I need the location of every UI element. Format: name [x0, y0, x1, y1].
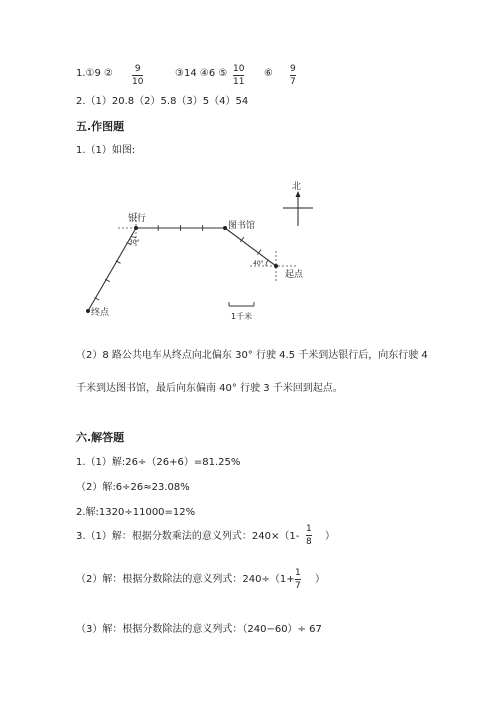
- fraction-denominator: 7: [295, 581, 301, 591]
- scale-label: 1千米: [231, 312, 253, 321]
- answer-line-1-mid: ③14 ④6 ⑤: [175, 68, 228, 79]
- section-6-line-4-close: ）: [325, 531, 335, 542]
- section-6-line-3: 2.解:1320÷11000=12%: [76, 507, 196, 518]
- section-5-q1-intro: 1.（1）如图:: [76, 145, 136, 156]
- fraction-1-8: [306, 524, 312, 547]
- section-5-description-line-2: 千米到达图书馆，最后向东偏南 40° 行驶 3 千米回到起点。: [76, 383, 343, 394]
- bank-label: 银行: [128, 214, 147, 224]
- angle-label-start: 40°: [253, 260, 264, 267]
- section-6-line-4: 3.（1）解：根据分数乘法的意义列式：240×（1-: [76, 531, 300, 542]
- section-6-line-5: （2）解：根据分数除法的意义列式：240÷（1+: [76, 574, 295, 585]
- section-5-description-line-1: （2）8 路公共电车从终点向北偏东 30° 行驶 4.5 千米到达银行后，向东行驶 4: [76, 350, 428, 361]
- fraction-numerator: 9: [290, 64, 296, 74]
- route-path: [88, 228, 276, 311]
- north-label: 北: [292, 182, 302, 192]
- angle-label-bank: 30°: [129, 239, 140, 246]
- section-6-line-1: 1.（1）解:26÷（26+6）=81.25%: [76, 457, 241, 468]
- angle-arc-bank: [131, 237, 136, 238]
- fraction-1-7: [295, 568, 301, 591]
- answer-line-1-c6: ⑥: [264, 68, 273, 79]
- fraction-denominator: 7: [290, 77, 296, 87]
- library-label: 图书馆: [228, 221, 256, 231]
- fraction-numerator: 9: [134, 64, 141, 74]
- scale-bar: [229, 302, 254, 306]
- fraction-denominator: 10: [132, 77, 144, 87]
- fraction-numerator: 1: [295, 568, 301, 578]
- fraction-denominator: 8: [306, 537, 312, 547]
- fraction-numerator: 1: [306, 524, 312, 534]
- north-compass-icon: [283, 191, 313, 226]
- answer-line-1-prefix: 1.①9 ②: [76, 68, 114, 79]
- start-point: [274, 264, 278, 268]
- angle-arc-start: [266, 260, 268, 266]
- section-6-line-2: （2）解:6÷26≈23.08%: [76, 482, 190, 493]
- section-6-heading: 六.解答题: [76, 431, 125, 444]
- end-point: [86, 309, 90, 313]
- section-6-line-5-close: ）: [315, 574, 325, 585]
- fraction-bar: [295, 579, 301, 580]
- fraction-denominator: 11: [233, 77, 245, 87]
- section-5-heading: 五.作图题: [76, 120, 125, 133]
- library-point: [223, 226, 227, 230]
- end-label: 终点: [91, 308, 110, 318]
- fraction-numerator: 10: [233, 64, 245, 74]
- answer-line-2: 2.（1）20.8（2）5.8（3）5（4）54: [76, 96, 249, 107]
- section-6-line-6: （3）解：根据分数除法的意义列式：（240−60）÷ 67: [76, 624, 322, 635]
- fraction-bar: [306, 535, 312, 536]
- bank-point: [134, 226, 138, 230]
- start-label: 起点: [285, 270, 304, 280]
